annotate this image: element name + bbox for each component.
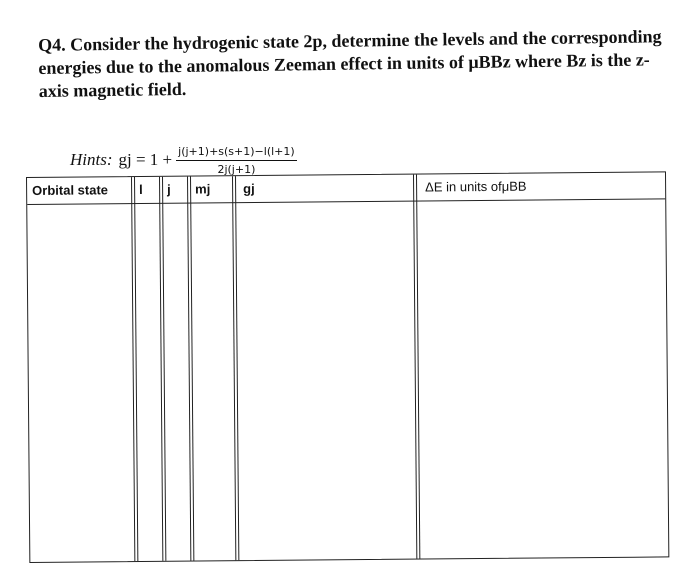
header-l: l: [139, 181, 143, 198]
table-header-row: [27, 172, 665, 205]
question-line-3: axis magnetic field.: [38, 78, 187, 101]
hint-lhs: gj = 1 +: [118, 150, 173, 169]
header-delta-e: ΔE in units ofμBB: [425, 178, 527, 195]
question-line-1: Q4. Consider the hydrogenic state 2p, determine the levels and the corresponding: [38, 26, 662, 55]
header-gj: gj: [243, 181, 255, 197]
question-text: [38, 25, 669, 103]
answer-table: [26, 171, 669, 563]
header-j: j: [167, 181, 171, 197]
header-orbital-state: Orbital state: [32, 182, 109, 198]
hint-denominator: 2j(j+1): [217, 162, 256, 176]
question-line-2: energies due to the anomalous Zeeman effect in units of μBBz where Bz is the z-: [38, 49, 650, 78]
hint-label: Hints:: [70, 150, 113, 169]
header-mj: mj: [195, 181, 211, 197]
hint-numerator: j(j+1)+s(s+1)−l(l+1): [176, 145, 297, 161]
hint-fraction: [176, 145, 297, 176]
